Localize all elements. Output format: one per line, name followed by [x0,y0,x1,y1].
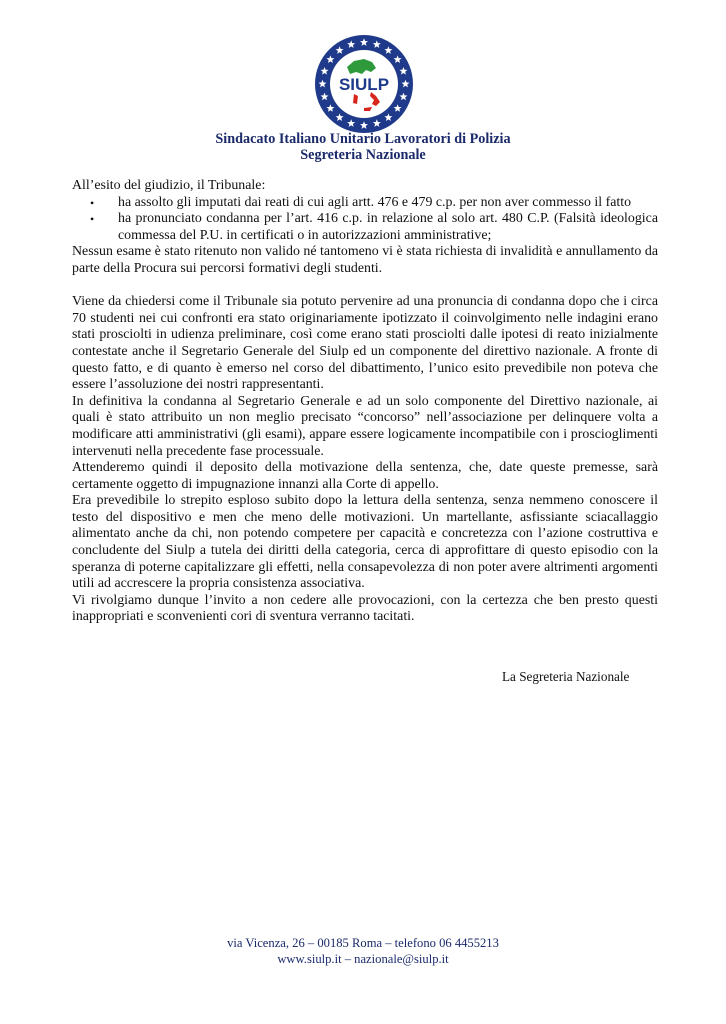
list-item-text: ha pronunciato condanna per l’art. 416 c.p. in relazione al solo art. 480 C.P. (Falsità ideologica commessa del P.U. in certificati o in autorizzazioni amministrative; [118,211,658,243]
intro-line: All’esito del giudizio, il Tribunale: [72,178,266,193]
list-item-text: ha assolto gli imputati dai reati di cui agli artt. 476 e 479 c.p. per non aver commesso il fatto [118,194,632,210]
paragraph: Attenderemo quindi il deposito della motivazione della sentenza, che, date queste premesse, sarà certamente oggetto di impugnazione innanzi alla Corte di appello. [72,460,658,492]
footer [0,936,726,967]
org-name: Sindacato Italiano Unitario Lavoratori di Polizia [215,131,511,147]
department-name: Segreteria Nazionale [300,147,426,163]
list-item [90,194,658,212]
paragraph: Viene da chiedersi come il Tribunale sia potuto pervenire ad una pronuncia di condanna dopo che i circa 70 studenti nei cui confronti era stato originariamente ipotizzato il coinvolgimento nelle indagini erano stati prosciolti in udienza preliminare, così come erano stati prosciolti dalle ipotesi di reato inizialmente contestate anche il Segretario Generale del Siulp ed un componente del direttivo nazionale. A fronte di questo fatto, e di quanto è emerso nel corso del dibattimento, l’unico esito prevedibile non poteva che essere l’assoluzione dei nostri rappresentanti. [72,294,658,393]
verdict-list [72,195,658,245]
signature: La Segreteria Nazionale [502,669,630,684]
siulp-emblem-icon [314,34,414,134]
footer-address: via Vicenza, 26 – 00185 Roma – telefono 06 4455213 [227,936,499,950]
footer-web: www.siulp.it – nazionale@siulp.it [277,951,449,966]
letterhead [0,131,726,163]
paragraph: In definitiva la condanna al Segretario Generale e ad un solo componente del Direttivo nazionale, ai quali è stato attribuito un non meglio precisato “concorso” nell’associazione per delinquere volta a modificare atti amministrativi (gli esami), appare essere logicamente incompatibile con i proscioglimenti intervenuti nella precedente fase processuale. [72,393,658,459]
paragraph: Era prevedibile lo strepito esploso subito dopo la lettura della sentenza, senza nemmeno conoscere il testo del dispositivo e men che meno delle motivazioni. Un martellante, asfissiante sciacallaggio alimentato anche da chi, non potendo competere per capacità e concretezza con l’azione costruttiva e concludente del Siulp a tutela dei diritti della categoria, cerca di approfittare di questo episodio con la speranza di poterne capitalizzare gli effetti, nella consapevolezza di non poter avere altrimenti argomenti utili ad accrescere la propria consistenza associativa. [72,493,658,592]
letter-body [72,178,658,626]
siulp-logo [314,34,414,134]
svg-text:SIULP: SIULP [338,75,390,94]
spacer [72,278,658,295]
paragraph: Vi rivolgiamo dunque l’invito a non cedere alle provocazioni, con la certezza che ben presto questi inappropriati e sconvenienti cori di sventura verranno tacitati. [72,592,658,625]
paragraph: Nessun esame è stato ritenuto non valido né tantomeno vi è stata richiesta di invalidità e annullamento da parte della Procura sui percorsi formativi degli studenti. [72,244,658,276]
bullet-icon: • [90,195,95,210]
list-item [90,211,658,244]
bullet-icon: • [90,212,95,227]
